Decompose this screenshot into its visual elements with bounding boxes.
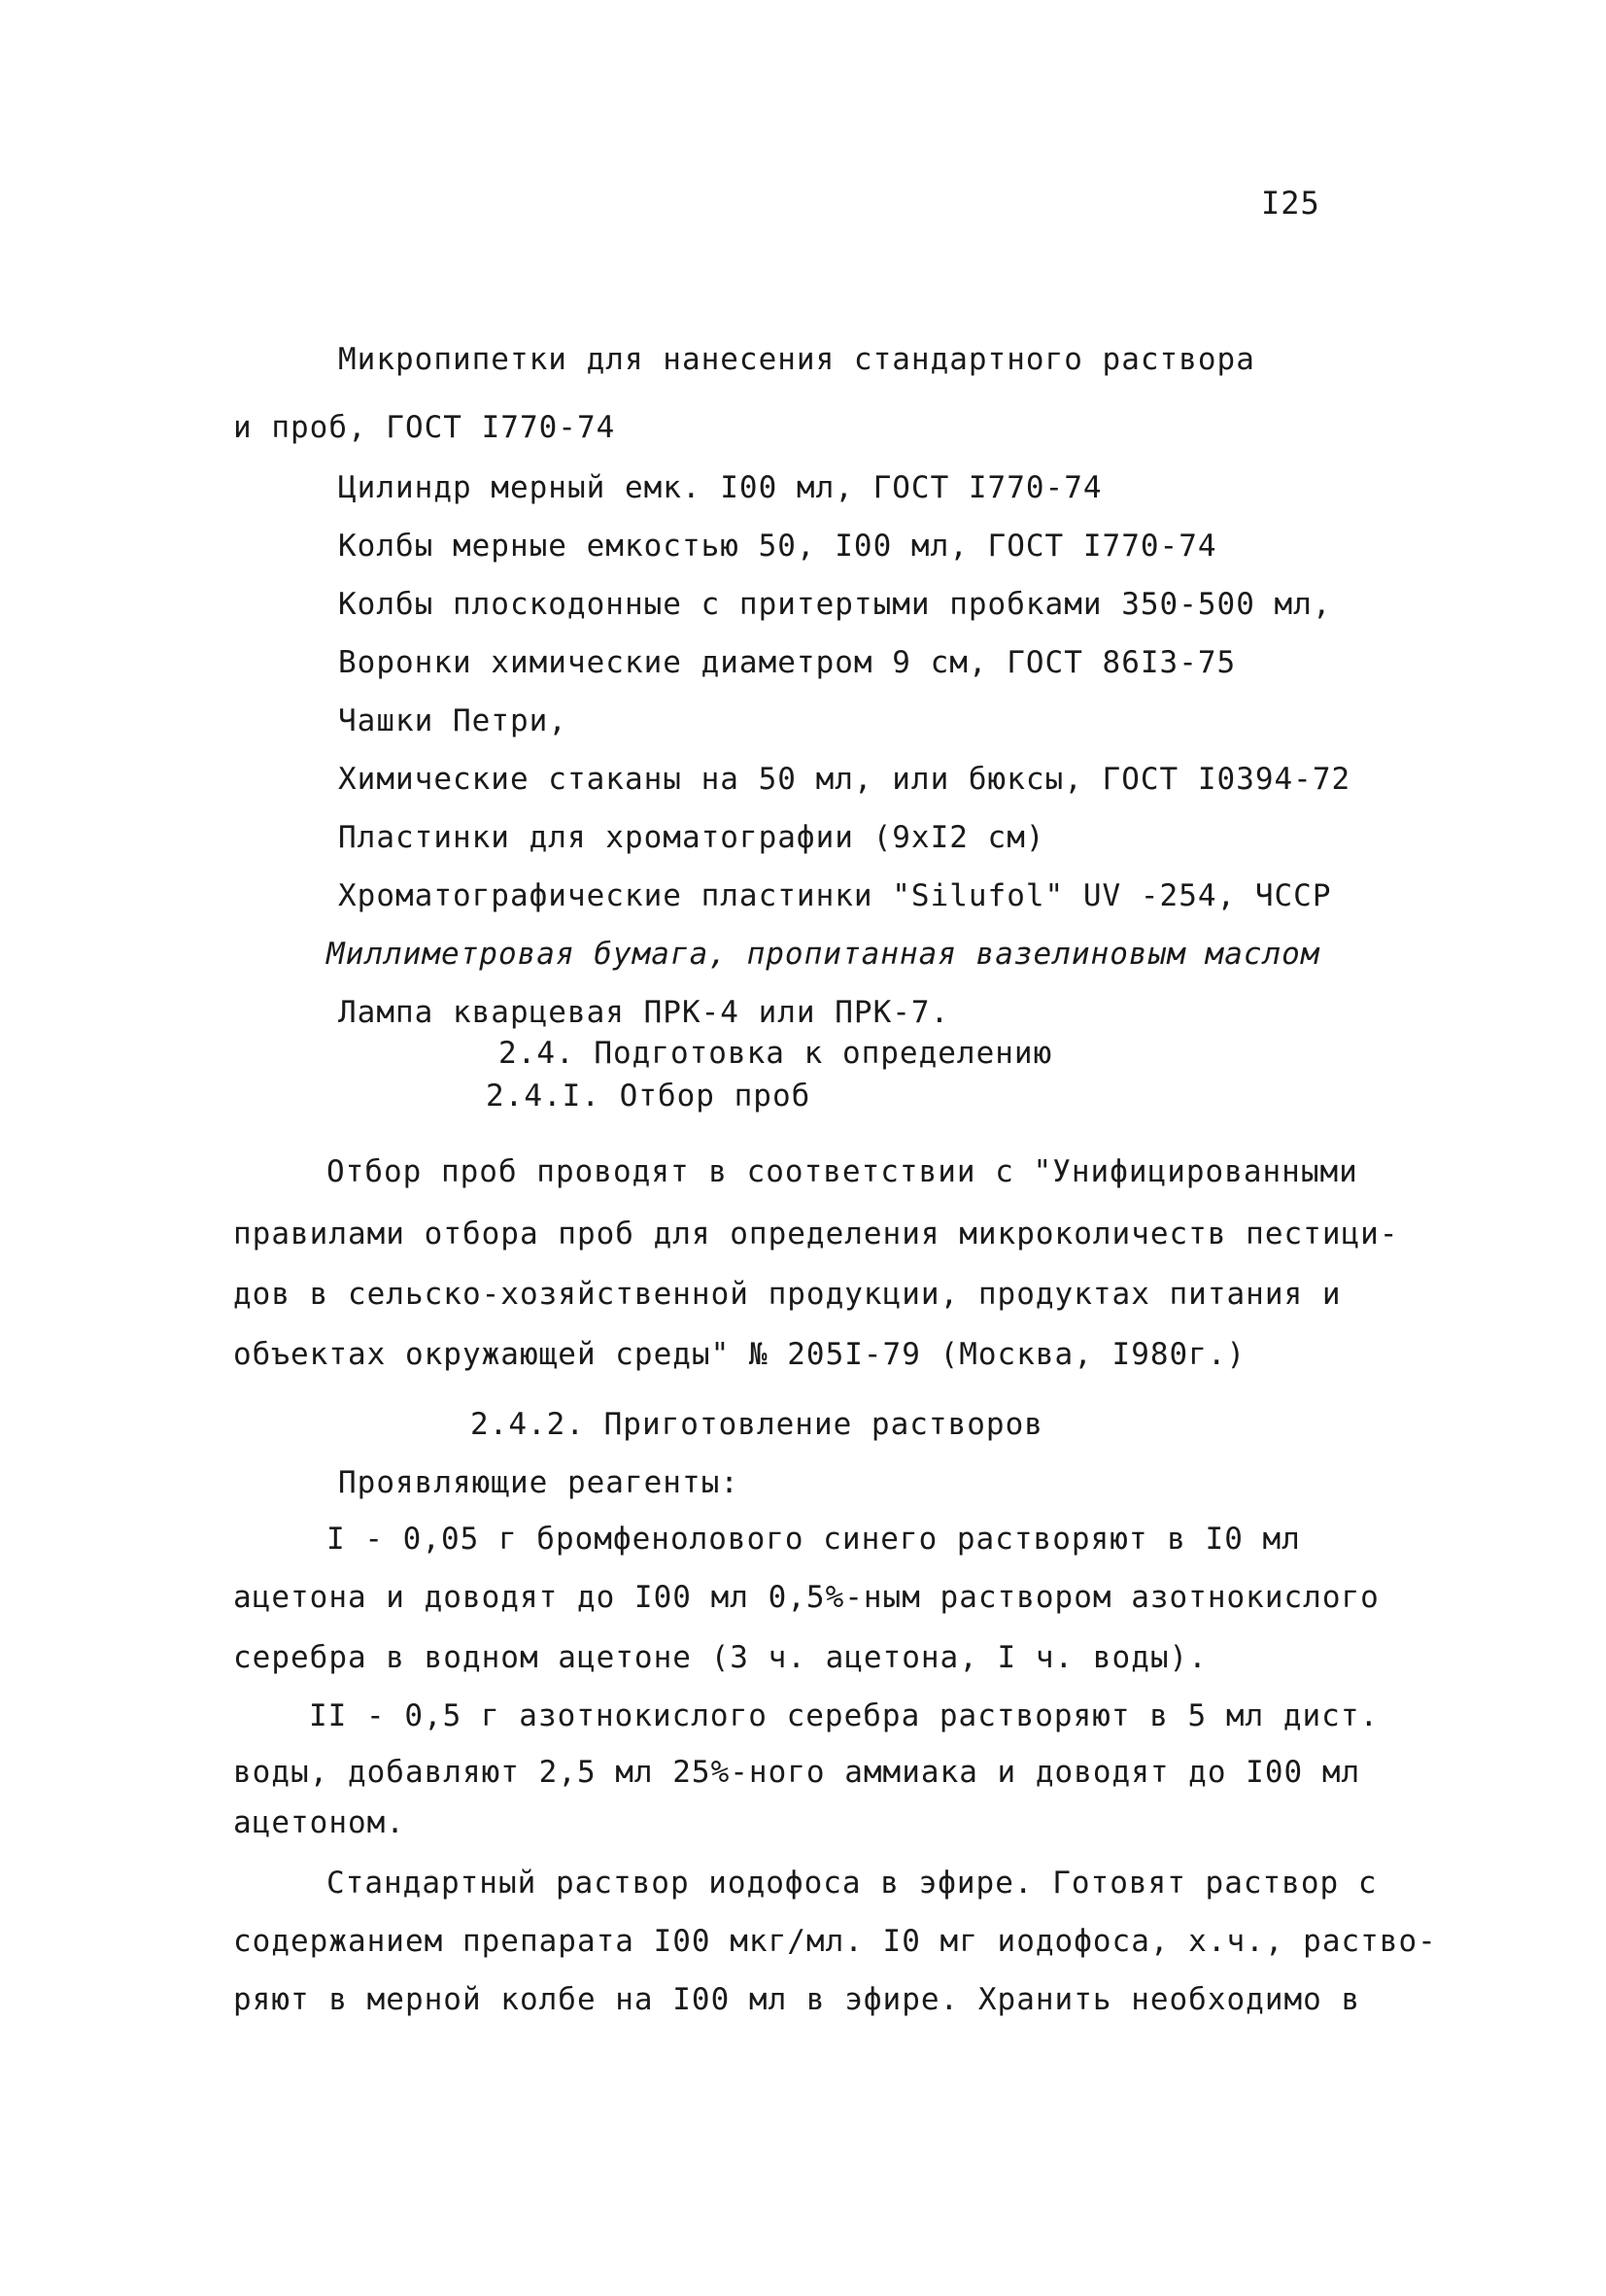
reagents-heading: Проявляющие реагенты: <box>338 1465 739 1500</box>
paragraph-line: правилами отбора проб для определения микроколичеств пестици- <box>233 1217 1399 1251</box>
equipment-line: Хроматографические пластинки "Silufol" UV -254, ЧССР <box>338 878 1332 913</box>
equipment-line: Миллиметровая бумага, пропитанная вазелиновым маслом <box>326 937 1320 972</box>
equipment-line: Колбы мерные емкостью 50, I00 мл, ГОСТ I770-74 <box>338 529 1217 564</box>
paragraph-line: II - 0,5 г азотнокислого серебра растворяют в 5 мл дист. <box>309 1698 1380 1733</box>
paragraph-line: объектах окружающей среды" № 205I-79 (Москва, I980г.) <box>233 1337 1247 1372</box>
paragraph-line: содержанием препарата I00 мкг/мл. I0 мг иодофоса, х.ч., раство- <box>233 1924 1437 1959</box>
equipment-line: Воронки химические диаметром 9 см, ГОСТ 86I3-75 <box>338 645 1237 680</box>
subsection-heading: 2.4.I. Отбор проб <box>486 1079 811 1114</box>
paragraph-line: I - 0,05 г бромфенолового синего растворяют в I0 мл <box>326 1522 1301 1557</box>
section-heading: 2.4. Подготовка к определению <box>498 1036 1053 1071</box>
equipment-line: Химические стаканы на 50 мл, или бюксы, ГОСТ I0394-72 <box>338 762 1351 797</box>
equipment-line: Колбы плоскодонные с притертыми пробками 350-500 мл, <box>338 587 1332 622</box>
paragraph-line: серебра в водном ацетоне (3 ч. ацетона, I ч. воды). <box>233 1640 1208 1675</box>
paragraph-line: ацетоном. <box>233 1805 405 1840</box>
subsection-heading: 2.4.2. Приготовление растворов <box>470 1407 1043 1442</box>
paragraph-line: дов в сельско-хозяйственной продукции, продуктах питания и <box>233 1277 1342 1312</box>
equipment-line: Пластинки для хроматографии (9хI2 см) <box>338 820 1045 855</box>
paragraph-line: ряют в мерной колбе на I00 мл в эфире. Хранить необходимо в <box>233 1982 1361 2017</box>
paragraph-line: воды, добавляют 2,5 мл 25%-ного аммиака и доводят до I00 мл <box>233 1755 1361 1790</box>
paragraph-line: Стандартный раствор иодофоса в эфире. Готовят раствор с <box>326 1866 1378 1901</box>
equipment-line: Лампа кварцевая ПРК-4 или ПРК-7. <box>338 995 950 1030</box>
equipment-line: Микропипетки для нанесения стандартного раствора <box>338 342 1255 377</box>
equipment-line: и проб, ГОСТ I770-74 <box>233 410 616 445</box>
equipment-line: Чашки Петри, <box>338 703 567 738</box>
paragraph-line: ацетона и доводят до I00 мл 0,5%-ным раствором азотнокислого <box>233 1580 1380 1615</box>
page-number: I25 <box>1261 185 1320 222</box>
paragraph-line: Отбор проб проводят в соответствии с "Унифицированными <box>326 1154 1358 1189</box>
equipment-line: Цилиндр мерный емк. I00 мл, ГОСТ I770-74 <box>338 470 1103 505</box>
